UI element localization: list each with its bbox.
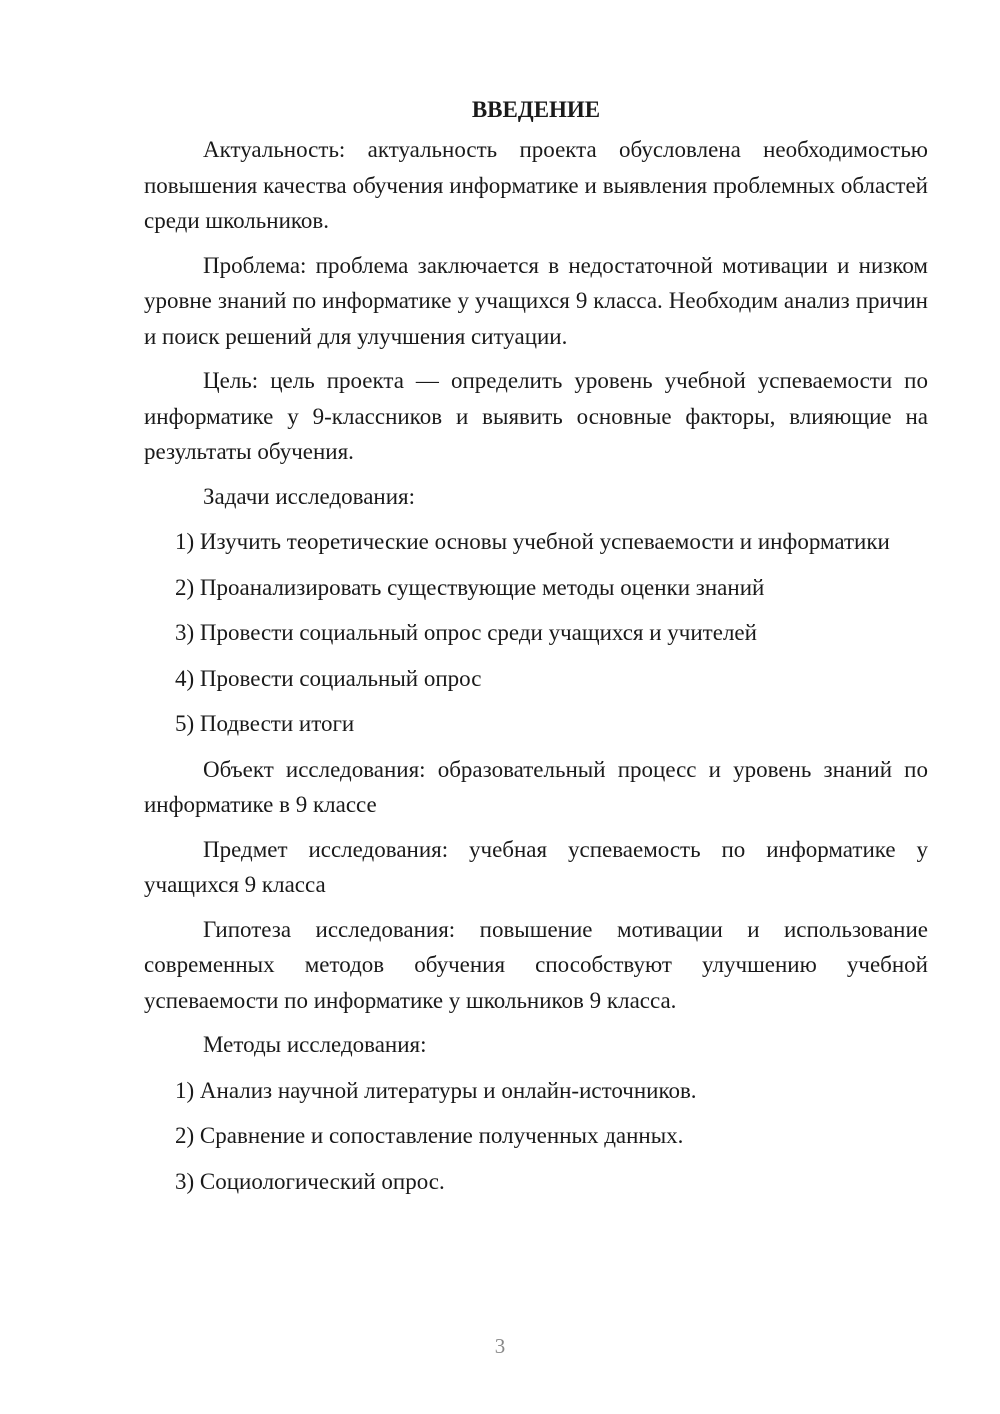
object-paragraph: Объект исследования: образовательный процесс и уровень знаний по информатике в 9 классе: [144, 756, 928, 817]
task-item-3: 3) Провести социальный опрос среди учащихся и учителей: [175, 620, 757, 645]
page-number: 3: [494, 1334, 506, 1358]
hypothesis-paragraph: Гипотеза исследования: повышение мотивации и использование современных методов обучения способствуют улучшению учебной успеваемости по информатике у школьников 9 класса.: [144, 916, 928, 1013]
task-item-4: 4) Провести социальный опрос: [175, 665, 482, 691]
method-item-1: 1) Анализ научной литературы и онлайн-источников.: [175, 1077, 697, 1103]
subject-paragraph: Предмет исследования: учебная успеваемость по информатике у учащихся 9 класса: [144, 836, 928, 897]
relevance-paragraph: Актуальность: актуальность проекта обусловлена необходимостью повышения качества обучения информатике и выявления проблемных областей среди школьников.: [144, 137, 928, 233]
methods-heading: Методы исследования:: [203, 1032, 427, 1057]
method-item-2: 2) Сравнение и сопоставление полученных данных.: [175, 1123, 684, 1148]
tasks-heading: Задачи исследования:: [203, 483, 416, 509]
task-item-1: 1) Изучить теоретические основы учебной успеваемости и информатики: [175, 529, 890, 554]
document-body: [144, 92, 928, 1209]
goal-paragraph: Цель: цель проекта — определить уровень учебной успеваемости по информатике у 9-классников и выявить основные факторы, влияющие на результаты обучения.: [144, 368, 928, 464]
task-item-5: 5) Подвести итоги: [175, 711, 355, 736]
method-item-3: 3) Социологический опрос.: [175, 1168, 445, 1194]
task-item-2: 2) Проанализировать существующие методы оценки знаний: [175, 574, 765, 600]
page-title: ВВЕДЕНИЕ: [471, 97, 601, 122]
problem-paragraph: Проблема: проблема заключается в недостаточной мотивации и низком уровне знаний по информатике у учащихся 9 класса. Необходим анализ причин и поиск решений для улучшения ситуации.: [144, 252, 928, 349]
